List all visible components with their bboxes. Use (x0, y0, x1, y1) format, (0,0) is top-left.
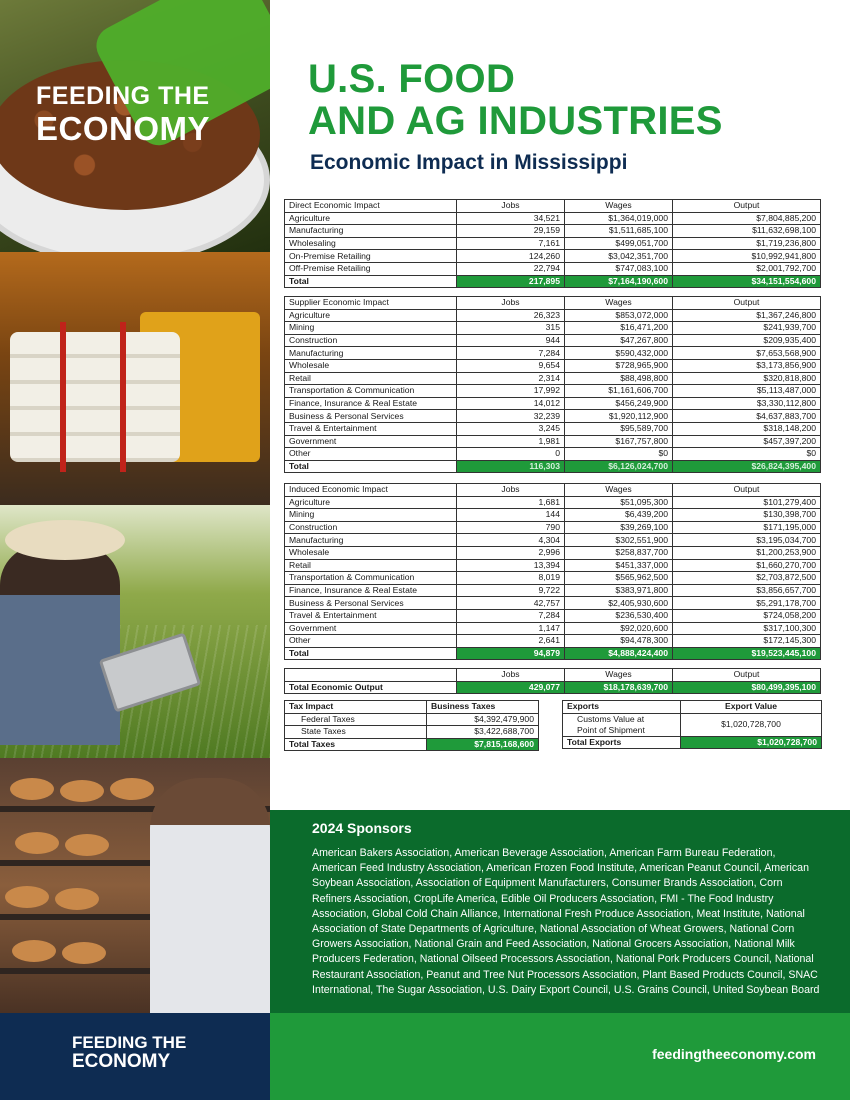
table-cell: 26,323 (457, 309, 565, 322)
table-row (563, 713, 822, 736)
website-link[interactable]: feedingtheeconomy.com (652, 1046, 816, 1062)
table-cell: $26,824,395,400 (673, 460, 821, 473)
table-cell: 9,722 (457, 584, 565, 597)
table-row (285, 546, 821, 559)
table-cell: 315 (457, 322, 565, 335)
table-cell: Finance, Insurance & Real Estate (285, 584, 457, 597)
table-cell: $80,499,395,100 (673, 681, 821, 694)
table-cell: $88,498,800 (565, 372, 673, 385)
table-cell: Total Taxes (285, 738, 427, 751)
table-cell: $2,405,930,600 (565, 597, 673, 610)
loaf-shape (65, 834, 109, 856)
table-row (285, 322, 821, 335)
table-header-cell: Exports (563, 701, 681, 714)
table-cell: $724,058,200 (673, 609, 821, 622)
table-cell: $167,757,800 (565, 435, 673, 448)
table-cell: $7,804,885,200 (673, 212, 821, 225)
table-cell: $209,935,400 (673, 334, 821, 347)
table-cell: $0 (565, 448, 673, 461)
table-cell: $236,530,400 (565, 609, 673, 622)
table-cell: 3,245 (457, 422, 565, 435)
loaf-shape (62, 942, 106, 964)
table-cell: Finance, Insurance & Real Estate (285, 397, 457, 410)
table-cell: Retail (285, 372, 457, 385)
loaf-shape (55, 888, 99, 910)
table-cell: $1,511,685,100 (565, 225, 673, 238)
table-cell: $5,291,178,700 (673, 597, 821, 610)
sponsors-list: American Bakers Association, American Beverage Association, American Farm Bureau Federation, American Feed Industry Association, American Frozen Food Institute, American Peanut Council, American Soybean Association, Association of Equipment Manufacturers, Consumer Brands Association, Corn Refiners Association, CropLife America, Edible Oil Producers Association, FMI - The Food Industry Association, Global Cold Chain Alliance, International Fresh Produce Association, Meat Institute, National Association of State Departments of Agriculture, National Association of Wheat Growers, National Corn Growers Association, National Grain and Feed Association, National Grocers Association, National Milk Producers Federation, National Oilseed Processors Association, National Pork Producers Council, National Restaurant Association, Peanut and Tree Nut Processors Association, Plant Based Products Council, SNAC International, The Sugar Association, U.S. Dairy Export Council, U.S. Grains Council, United Soybean Board (312, 847, 820, 996)
farmer-photo (0, 505, 270, 758)
table-row (285, 635, 821, 648)
table-header-cell: Jobs (457, 200, 565, 213)
table-cell: Transportation & Communication (285, 385, 457, 398)
loaf-shape (110, 778, 154, 800)
table-header-cell: Output (673, 669, 821, 682)
table-row (285, 250, 821, 263)
table-cell: $172,145,300 (673, 635, 821, 648)
table-cell: $3,195,034,700 (673, 534, 821, 547)
table-cell: $16,471,200 (565, 322, 673, 335)
table-row (285, 713, 539, 726)
table-row (285, 609, 821, 622)
table-row (285, 262, 821, 275)
table-row (285, 597, 821, 610)
table-total-row (285, 647, 821, 660)
table-cell: $4,888,424,400 (565, 647, 673, 660)
table-cell: $318,148,200 (673, 422, 821, 435)
table-cell: $320,818,800 (673, 372, 821, 385)
table-cell: $7,653,568,900 (673, 347, 821, 360)
table-cell: $241,939,700 (673, 322, 821, 335)
table-row (285, 347, 821, 360)
table-cell: 116,303 (457, 460, 565, 473)
table-cell: $130,398,700 (673, 509, 821, 522)
table-cell: $747,083,100 (565, 262, 673, 275)
table-cell: $1,660,270,700 (673, 559, 821, 572)
table-cell: Retail (285, 559, 457, 572)
table-row (285, 435, 821, 448)
table-cell: $3,042,351,700 (565, 250, 673, 263)
table-cell: $590,432,000 (565, 347, 673, 360)
table-cell: 2,996 (457, 546, 565, 559)
table-cell: 7,284 (457, 609, 565, 622)
table-cell: Mining (285, 322, 457, 335)
table-row (285, 410, 821, 423)
table-row (285, 385, 821, 398)
table-cell: Business & Personal Services (285, 597, 457, 610)
page-subtitle: Economic Impact in Mississippi (310, 151, 628, 174)
table-cell: 2,314 (457, 372, 565, 385)
table-cell: On-Premise Retailing (285, 250, 457, 263)
table-header-row (285, 484, 821, 497)
hat-shape (5, 520, 125, 560)
table-cell: Federal Taxes (285, 713, 427, 726)
brand-bottom-line1: FEEDING THE (72, 1033, 187, 1052)
table-row (285, 572, 821, 585)
table-row (285, 422, 821, 435)
table-row (285, 726, 539, 739)
table-cell: Travel & Entertainment (285, 422, 457, 435)
table-header-row (285, 200, 821, 213)
table-cell: State Taxes (285, 726, 427, 739)
table-cell: $171,195,000 (673, 521, 821, 534)
table-cell: 1,681 (457, 496, 565, 509)
table-cell: $456,249,900 (565, 397, 673, 410)
table-header-cell: Tax Impact (285, 701, 427, 714)
table-header-row (285, 701, 539, 714)
table-row (285, 496, 821, 509)
table-cell: $7,815,168,600 (427, 738, 539, 751)
table-row (285, 534, 821, 547)
sacks-shape (10, 332, 180, 462)
table-cell: 944 (457, 334, 565, 347)
table-cell: Wholesale (285, 359, 457, 372)
table-cell: 7,161 (457, 237, 565, 250)
table-cell: Construction (285, 334, 457, 347)
tax-impact-table (284, 700, 539, 751)
table-cell: 0 (457, 448, 565, 461)
table-header-cell: Wages (565, 297, 673, 310)
table-cell: $2,703,872,500 (673, 572, 821, 585)
table-cell: $1,020,728,700 (681, 713, 822, 736)
table-cell: $101,279,400 (673, 496, 821, 509)
table-row (285, 584, 821, 597)
table-cell: 7,284 (457, 347, 565, 360)
table-row (285, 559, 821, 572)
table-cell: $4,392,479,900 (427, 713, 539, 726)
table-row (285, 448, 821, 461)
table-cell: $1,719,236,800 (673, 237, 821, 250)
table-header-cell: Wages (565, 669, 673, 682)
table-cell: $6,439,200 (565, 509, 673, 522)
table-total-row (285, 738, 539, 751)
table-cell: 94,879 (457, 647, 565, 660)
table-cell: 8,019 (457, 572, 565, 585)
brand-logo-top (36, 84, 210, 145)
table-header-cell: Direct Economic Impact (285, 200, 457, 213)
table-cell: 2,641 (457, 635, 565, 648)
warehouse-photo (0, 252, 270, 505)
table-cell: $565,962,500 (565, 572, 673, 585)
table-cell: 144 (457, 509, 565, 522)
table-header-cell: Output (673, 200, 821, 213)
table-header-cell: Output (673, 484, 821, 497)
direct-impact-table (284, 199, 821, 288)
table-cell: Agriculture (285, 212, 457, 225)
table-cell: Government (285, 435, 457, 448)
table-cell: $95,589,700 (565, 422, 673, 435)
table-cell: $1,161,606,700 (565, 385, 673, 398)
table-cell: $1,920,112,900 (565, 410, 673, 423)
loaf-shape (60, 780, 104, 802)
table-cell: $5,113,487,000 (673, 385, 821, 398)
table-cell: $3,330,112,800 (673, 397, 821, 410)
table-cell (563, 713, 681, 736)
brand-bottom-line2: ECONOMY (72, 1050, 171, 1072)
table-cell: 42,757 (457, 597, 565, 610)
table-cell: $92,020,600 (565, 622, 673, 635)
table-header-cell: Jobs (457, 669, 565, 682)
table-cell: Agriculture (285, 496, 457, 509)
title-line2: AND AG INDUSTRIES (308, 99, 723, 143)
table-row (285, 372, 821, 385)
table-cell: $18,178,639,700 (565, 681, 673, 694)
table-cell: Total Exports (563, 736, 681, 749)
table-cell: $499,051,700 (565, 237, 673, 250)
brand-top-line2: ECONOMY (36, 110, 211, 147)
farmer-shape (0, 545, 120, 745)
table-cell: $34,151,554,600 (673, 275, 821, 288)
bakery-photo (0, 758, 270, 1013)
table-cell: 790 (457, 521, 565, 534)
table-cell: $1,200,253,900 (673, 546, 821, 559)
table-cell: Construction (285, 521, 457, 534)
table-cell: Government (285, 622, 457, 635)
table-cell: $4,637,883,700 (673, 410, 821, 423)
table-cell: 13,394 (457, 559, 565, 572)
table-cell: 429,077 (457, 681, 565, 694)
table-cell: $1,367,246,800 (673, 309, 821, 322)
table-cell: Total (285, 460, 457, 473)
table-cell: $451,337,000 (565, 559, 673, 572)
strap-shape (120, 322, 126, 472)
table-total-row (563, 736, 822, 749)
table-cell: Wholesale (285, 546, 457, 559)
table-cell: $3,856,657,700 (673, 584, 821, 597)
strap-shape (60, 322, 66, 472)
loaf-shape (10, 778, 54, 800)
exports-table (562, 700, 822, 749)
pet-food-photo (0, 0, 270, 252)
table-cell: Manufacturing (285, 534, 457, 547)
table-row (285, 359, 821, 372)
table-cell: $1,020,728,700 (681, 736, 822, 749)
table-row (285, 622, 821, 635)
supplier-impact-table (284, 296, 821, 473)
export-label-line1: Customs Value at (577, 713, 645, 724)
page-title (308, 58, 723, 142)
table-header-cell: Jobs (457, 297, 565, 310)
table-cell: Travel & Entertainment (285, 609, 457, 622)
table-row (285, 397, 821, 410)
table-header-cell: Wages (565, 200, 673, 213)
table-cell: $47,267,800 (565, 334, 673, 347)
table-header-cell: Export Value (681, 701, 822, 714)
table-cell: $302,551,900 (565, 534, 673, 547)
table-cell: 32,239 (457, 410, 565, 423)
table-cell: $457,397,200 (673, 435, 821, 448)
export-label-line2: Point of Shipment (577, 724, 645, 735)
table-cell: 1,981 (457, 435, 565, 448)
table-header-cell: Jobs (457, 484, 565, 497)
table-cell: Total (285, 275, 457, 288)
table-cell: $258,837,700 (565, 546, 673, 559)
table-cell: 17,992 (457, 385, 565, 398)
table-cell: Agriculture (285, 309, 457, 322)
table-cell: 4,304 (457, 534, 565, 547)
sponsors-heading: 2024 Sponsors (312, 820, 412, 836)
table-header-row (285, 297, 821, 310)
table-cell: $853,072,000 (565, 309, 673, 322)
table-cell: Manufacturing (285, 225, 457, 238)
table-row (285, 509, 821, 522)
table-row (285, 521, 821, 534)
table-cell: $383,971,800 (565, 584, 673, 597)
table-cell: $0 (673, 448, 821, 461)
table-cell: $51,095,300 (565, 496, 673, 509)
table-header-row (563, 701, 822, 714)
table-cell: Transportation & Communication (285, 572, 457, 585)
table-cell: Business & Personal Services (285, 410, 457, 423)
table-total-row (285, 460, 821, 473)
table-header-row (285, 669, 821, 682)
table-cell: $6,126,024,700 (565, 460, 673, 473)
table-cell: $1,364,019,000 (565, 212, 673, 225)
table-cell: 14,012 (457, 397, 565, 410)
table-cell: $11,632,698,100 (673, 225, 821, 238)
brand-logo-bottom (72, 1034, 186, 1072)
table-header-cell: Business Taxes (427, 701, 539, 714)
title-line1: U.S. FOOD (308, 57, 516, 101)
table-header-cell: Wages (565, 484, 673, 497)
table-cell: $2,001,792,700 (673, 262, 821, 275)
table-cell: Wholesaling (285, 237, 457, 250)
loaf-shape (5, 886, 49, 908)
baker-shape (150, 778, 270, 1013)
table-cell: Total Economic Output (285, 681, 457, 694)
table-cell: 9,654 (457, 359, 565, 372)
table-cell: $94,478,300 (565, 635, 673, 648)
table-cell: 217,895 (457, 275, 565, 288)
table-cell: 22,794 (457, 262, 565, 275)
table-header-cell: Induced Economic Impact (285, 484, 457, 497)
table-total-row (285, 681, 821, 694)
table-cell: Other (285, 635, 457, 648)
table-header-cell: Output (673, 297, 821, 310)
table-total-row (285, 275, 821, 288)
table-cell: $3,173,856,900 (673, 359, 821, 372)
photo-column (0, 0, 270, 1013)
table-cell: $10,992,941,800 (673, 250, 821, 263)
table-cell: 29,159 (457, 225, 565, 238)
table-cell: $728,965,900 (565, 359, 673, 372)
table-cell: 34,521 (457, 212, 565, 225)
table-row (285, 225, 821, 238)
total-output-table (284, 668, 821, 694)
table-header-cell: Supplier Economic Impact (285, 297, 457, 310)
table-cell: $39,269,100 (565, 521, 673, 534)
table-cell: $7,164,190,600 (565, 275, 673, 288)
table-row (285, 309, 821, 322)
table-cell: Off-Premise Retailing (285, 262, 457, 275)
table-row (285, 237, 821, 250)
induced-impact-table (284, 483, 821, 660)
table-cell: 1,147 (457, 622, 565, 635)
table-cell: $3,422,688,700 (427, 726, 539, 739)
table-row (285, 212, 821, 225)
table-cell: Other (285, 448, 457, 461)
brand-top-line1: FEEDING THE (36, 82, 210, 110)
table-header-cell (285, 669, 457, 682)
table-cell: $317,100,300 (673, 622, 821, 635)
table-cell: Manufacturing (285, 347, 457, 360)
table-row (285, 334, 821, 347)
table-cell: 124,260 (457, 250, 565, 263)
loaf-shape (15, 832, 59, 854)
loaf-shape (12, 940, 56, 962)
sponsors-section (270, 810, 850, 1013)
table-cell: $19,523,445,100 (673, 647, 821, 660)
table-cell: Mining (285, 509, 457, 522)
table-cell: Total (285, 647, 457, 660)
